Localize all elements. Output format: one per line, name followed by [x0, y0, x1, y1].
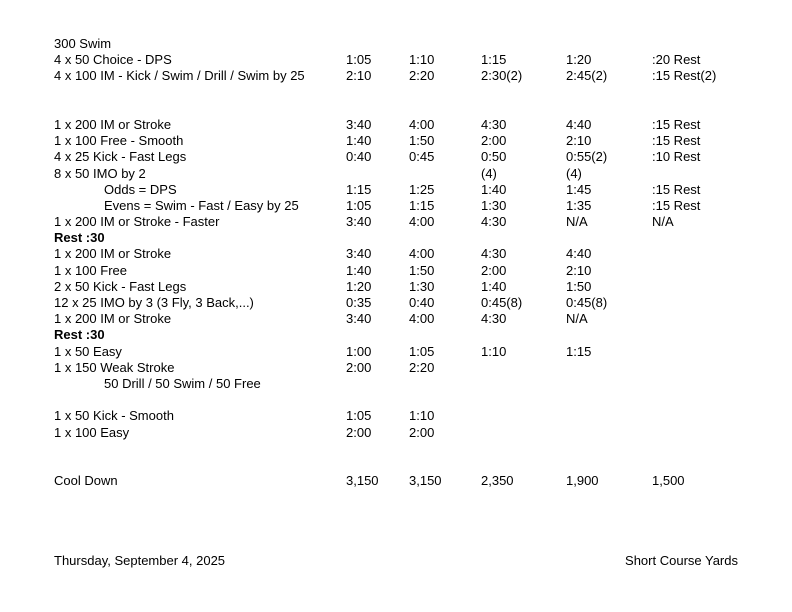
- interval-lane-1: 1:40: [346, 133, 372, 149]
- interval-lane-3: 2,350: [481, 473, 514, 489]
- interval-lane-5: :15 Rest(2): [652, 68, 717, 84]
- interval-lane-2: 2:20: [409, 68, 435, 84]
- interval-lane-5: :15 Rest: [652, 181, 701, 197]
- set-description: 300 Swim: [54, 36, 112, 51]
- interval-lane-3: 1:10: [481, 343, 507, 359]
- interval-lane-1: 3:40: [346, 116, 372, 132]
- interval-lane-4: 0:55(2): [566, 149, 608, 165]
- interval-lane-1: 2:00: [346, 424, 372, 440]
- interval-lane-2: 1:10: [409, 52, 435, 68]
- set-description: 1 x 200 IM or Stroke: [54, 116, 172, 132]
- interval-lane-2: 1:15: [409, 197, 435, 213]
- set-description: 4 x 100 IM - Kick / Swim / Drill / Swim by 25: [54, 68, 305, 84]
- workout-row: [54, 36, 744, 52]
- interval-lane-5: :15 Rest: [652, 133, 701, 149]
- workout-row: [54, 344, 744, 360]
- workout-row: [54, 198, 744, 214]
- interval-lane-4: 2:10: [566, 133, 592, 149]
- interval-lane-4: 1:50: [566, 278, 592, 294]
- set-description: 12 x 25 IMO by 3 (3 Fly, 3 Back,...): [54, 295, 254, 310]
- interval-lane-5: 1,500: [652, 473, 685, 489]
- workout-row: [54, 246, 744, 262]
- interval-lane-1: 1:00: [346, 343, 372, 359]
- interval-lane-2: 2:00: [409, 424, 435, 440]
- interval-lane-4: 4:40: [566, 246, 592, 262]
- interval-lane-4: 2:45(2): [566, 68, 608, 84]
- interval-lane-4: 1,900: [566, 473, 599, 489]
- interval-lane-1: 3:40: [346, 214, 372, 230]
- workout-row: [54, 408, 744, 424]
- set-description: Evens = Swim - Fast / Easy by 25: [104, 197, 299, 213]
- workout-row: [54, 327, 744, 343]
- set-description: Odds = DPS: [104, 181, 177, 197]
- interval-lane-2: 1:10: [409, 408, 435, 424]
- set-description: 1 x 50 Kick - Smooth: [54, 408, 174, 424]
- workout-row: [54, 68, 744, 84]
- interval-lane-1: 1:05: [346, 197, 372, 213]
- interval-lane-4: 0:45(8): [566, 295, 608, 310]
- interval-lane-1: 1:15: [346, 181, 372, 197]
- spacer-row: [54, 441, 744, 457]
- workout-row: [54, 230, 744, 246]
- workout-row: [54, 133, 744, 149]
- interval-lane-2: 4:00: [409, 116, 435, 132]
- footer-course-type: Short Course Yards: [625, 553, 738, 568]
- set-description: 2 x 50 Kick - Fast Legs: [54, 278, 187, 294]
- interval-lane-3: 4:30: [481, 311, 507, 327]
- interval-lane-3: 0:45(8): [481, 295, 523, 310]
- interval-lane-5: :15 Rest: [652, 197, 701, 213]
- workout-row: [54, 360, 744, 376]
- interval-lane-2: 0:40: [409, 295, 435, 310]
- interval-lane-3: 4:30: [481, 246, 507, 262]
- interval-lane-2: 0:45: [409, 149, 435, 165]
- set-description: 1 x 150 Weak Stroke: [54, 359, 175, 375]
- interval-lane-2: 4:00: [409, 311, 435, 327]
- interval-lane-1: 0:40: [346, 149, 372, 165]
- interval-lane-2: 4:00: [409, 246, 435, 262]
- workout-row: [54, 263, 744, 279]
- interval-lane-3: 4:30: [481, 214, 507, 230]
- footer-date: Thursday, September 4, 2025: [54, 553, 226, 568]
- set-description: 1 x 100 Easy: [54, 424, 130, 440]
- interval-lane-1: 1:20: [346, 278, 372, 294]
- set-description: 1 x 200 IM or Stroke - Faster: [54, 214, 220, 230]
- workout-row: [54, 52, 744, 68]
- workout-row: [54, 182, 744, 198]
- interval-lane-4: N/A: [566, 311, 588, 327]
- interval-lane-4: N/A: [566, 214, 588, 230]
- interval-lane-3: 1:30: [481, 197, 507, 213]
- interval-lane-4: 1:20: [566, 52, 592, 68]
- interval-lane-3: 1:40: [481, 181, 507, 197]
- workout-row: [54, 473, 744, 489]
- interval-lane-1: 2:10: [346, 68, 372, 84]
- workout-row: [54, 149, 744, 165]
- set-description: 1 x 100 Free - Smooth: [54, 133, 184, 149]
- set-description: 4 x 50 Choice - DPS: [54, 52, 172, 68]
- interval-lane-4: 4:40: [566, 116, 592, 132]
- workout-row: [54, 425, 744, 441]
- interval-lane-1: 3:40: [346, 246, 372, 262]
- rest-label: Rest :30: [54, 230, 105, 246]
- interval-lane-1: 1:40: [346, 262, 372, 278]
- interval-lane-2: 1:30: [409, 278, 435, 294]
- interval-lane-3: 2:00: [481, 262, 507, 278]
- workout-row: [54, 376, 744, 392]
- interval-lane-2: 1:50: [409, 133, 435, 149]
- set-description: 1 x 100 Free: [54, 262, 127, 278]
- spacer-row: [54, 392, 744, 408]
- workout-row: [54, 295, 744, 311]
- workout-table: [54, 36, 744, 489]
- interval-lane-4: 1:15: [566, 343, 592, 359]
- interval-lane-3: 1:15: [481, 52, 507, 68]
- set-description: 50 Drill / 50 Swim / 50 Free: [104, 375, 261, 391]
- set-description: Cool Down: [54, 473, 118, 489]
- set-description: 1 x 200 IM or Stroke: [54, 246, 172, 262]
- interval-lane-4: (4): [566, 165, 582, 181]
- interval-lane-2: 1:25: [409, 181, 435, 197]
- interval-lane-4: 1:45: [566, 181, 592, 197]
- interval-lane-1: 3,150: [346, 473, 379, 489]
- interval-lane-5: :20 Rest: [652, 52, 701, 68]
- interval-lane-5: N/A: [652, 214, 674, 230]
- interval-lane-1: 0:35: [346, 295, 372, 310]
- interval-lane-1: 2:00: [346, 359, 372, 375]
- set-description: 8 x 50 IMO by 2: [54, 165, 146, 181]
- interval-lane-4: 1:35: [566, 197, 592, 213]
- interval-lane-5: :10 Rest: [652, 149, 701, 165]
- interval-lane-2: 3,150: [409, 473, 442, 489]
- interval-lane-3: 0:50: [481, 149, 507, 165]
- interval-lane-3: 4:30: [481, 116, 507, 132]
- workout-row: [54, 279, 744, 295]
- interval-lane-5: :15 Rest: [652, 116, 701, 132]
- spacer-row: [54, 85, 744, 101]
- workout-row: [54, 166, 744, 182]
- set-description: 1 x 50 Easy: [54, 343, 122, 359]
- interval-lane-1: 1:05: [346, 52, 372, 68]
- workout-row: [54, 311, 744, 327]
- interval-lane-3: 2:30(2): [481, 68, 523, 84]
- interval-lane-1: 3:40: [346, 311, 372, 327]
- interval-lane-3: 2:00: [481, 133, 507, 149]
- interval-lane-1: 1:05: [346, 408, 372, 424]
- spacer-row: [54, 101, 744, 117]
- interval-lane-2: 4:00: [409, 214, 435, 230]
- set-description: 4 x 25 Kick - Fast Legs: [54, 149, 187, 165]
- interval-lane-2: 1:50: [409, 262, 435, 278]
- interval-lane-4: 2:10: [566, 262, 592, 278]
- workout-row: [54, 117, 744, 133]
- set-description: 1 x 200 IM or Stroke: [54, 311, 172, 327]
- interval-lane-2: 2:20: [409, 359, 435, 375]
- interval-lane-2: 1:05: [409, 343, 435, 359]
- spacer-row: [54, 457, 744, 473]
- rest-label: Rest :30: [54, 327, 105, 343]
- interval-lane-3: (4): [481, 165, 497, 181]
- workout-row: [54, 214, 744, 230]
- interval-lane-3: 1:40: [481, 278, 507, 294]
